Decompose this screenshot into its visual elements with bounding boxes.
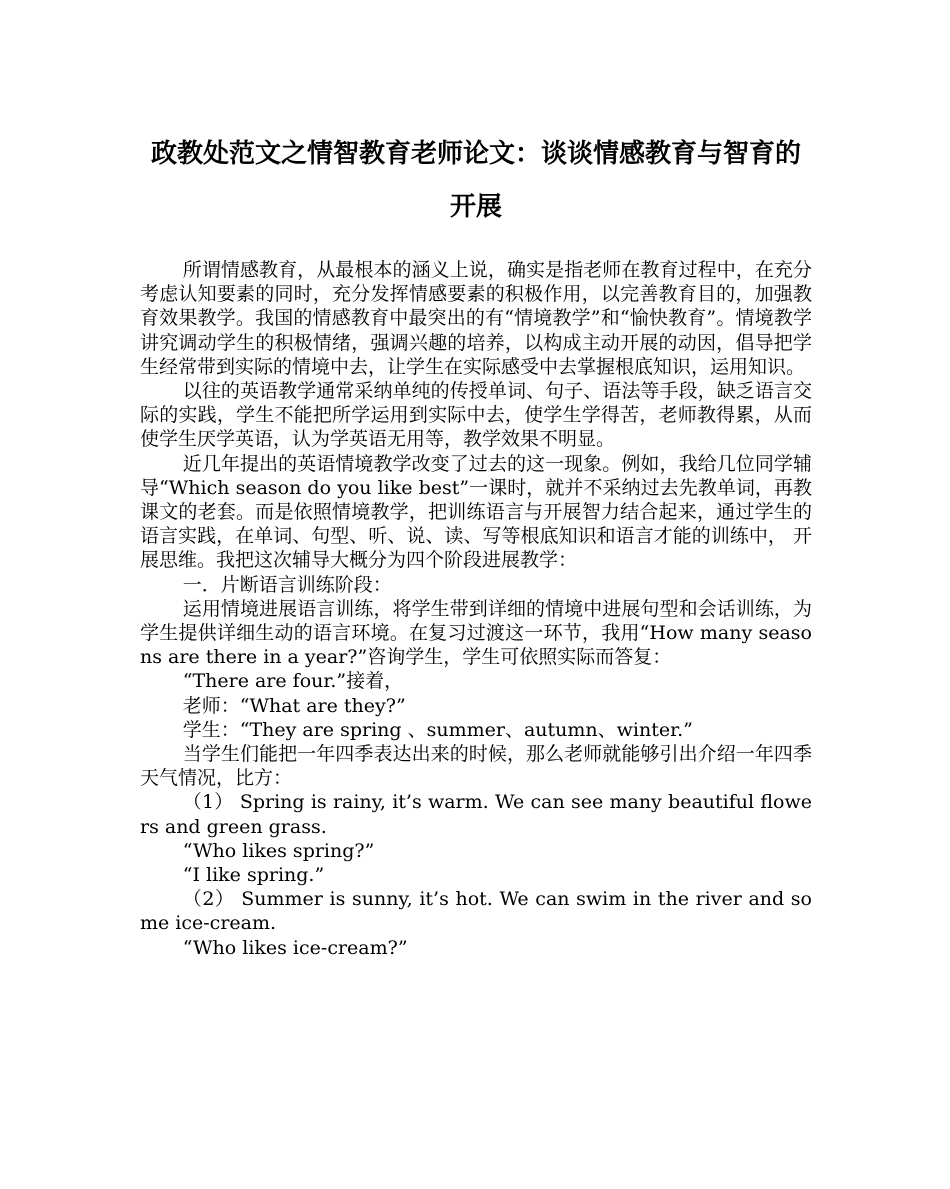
example-summer: （2） Summer is sunny, it’s hot. We can swim in the river and some ice-cream. [140,888,812,935]
paragraph-past-teaching: 以往的英语教学通常采纳单纯的传授单词、句子、语法等手段，缺乏语言交际的实践，学生不能把所学运用到实际中去，使学生学得苦，老师教得累，从而使学生厌学英语，认为学英语无用等，教学效果不明显。 [140,380,812,451]
example-spring: （1） Spring is rainy, it’s warm. We can see many beautiful flowers and green grass. [140,791,812,838]
dialogue-line: 老师：“What are they?” [182,694,406,717]
dialogue-line: “I like spring.” [182,864,325,887]
paragraph-stage-one-body: 运用情境进展语言训练，将学生带到详细的情境中进展句型和会话训练，为学生提供详细生动的语言环境。在复习过渡这一环节，我用“How many seasons are there in a year?”咨询学生，学生可依照实际而答复： [140,597,812,669]
paragraph-situational-teaching: 近几年提出的英语情境教学改变了过去的这一现象。例如，我给几位同学辅导“Which season do you like best”一课时，就并不采纳过去先教单词，再教课文的老套。而是依照情境教学，把训练语言与开展智力结合起来，通过学生的语言实践，在单词、句型、听、说、读、写等根底知识和语言才能的训练中， 开展思维。我把这次辅导大概分为四个阶段进展教学： [140,452,812,572]
document-body [140,258,812,960]
dialogue-line: “Who likes spring?” [182,839,375,862]
paragraph-stage-one-heading: 一．片断语言训练阶段： [182,573,392,596]
paragraph-seasons-intro: 当学生们能把一年四季表达出来的时候，那么老师就能够引出介绍一年四季天气情况，比方： [140,743,812,790]
paragraph-intro: 所谓情感教育，从最根本的涵义上说，确实是指老师在教育过程中，在充分考虑认知要素的同时，充分发挥情感要素的积极作用，以完善教育目的，加强教育效果教学。我国的情感教育中最突出的有“情境教学”和“愉快教育”。情境教学讲究调动学生的积极情绪，强调兴趣的培养，以构成主动开展的动因，倡导把学生经常带到实际的情境中去，让学生在实际感受中去掌握根底知识，运用知识。 [140,259,812,378]
document-title: 政教处范文之情智教育老师论文：谈谈情感教育与智育的开展 [150,139,801,222]
dialogue-line: “Who likes ice-cream?” [182,936,408,959]
dialogue-line: 学生：“They are spring 、summer、autumn、winter.” [182,718,693,741]
dialogue-line: “There are four.”接着， [182,670,404,693]
